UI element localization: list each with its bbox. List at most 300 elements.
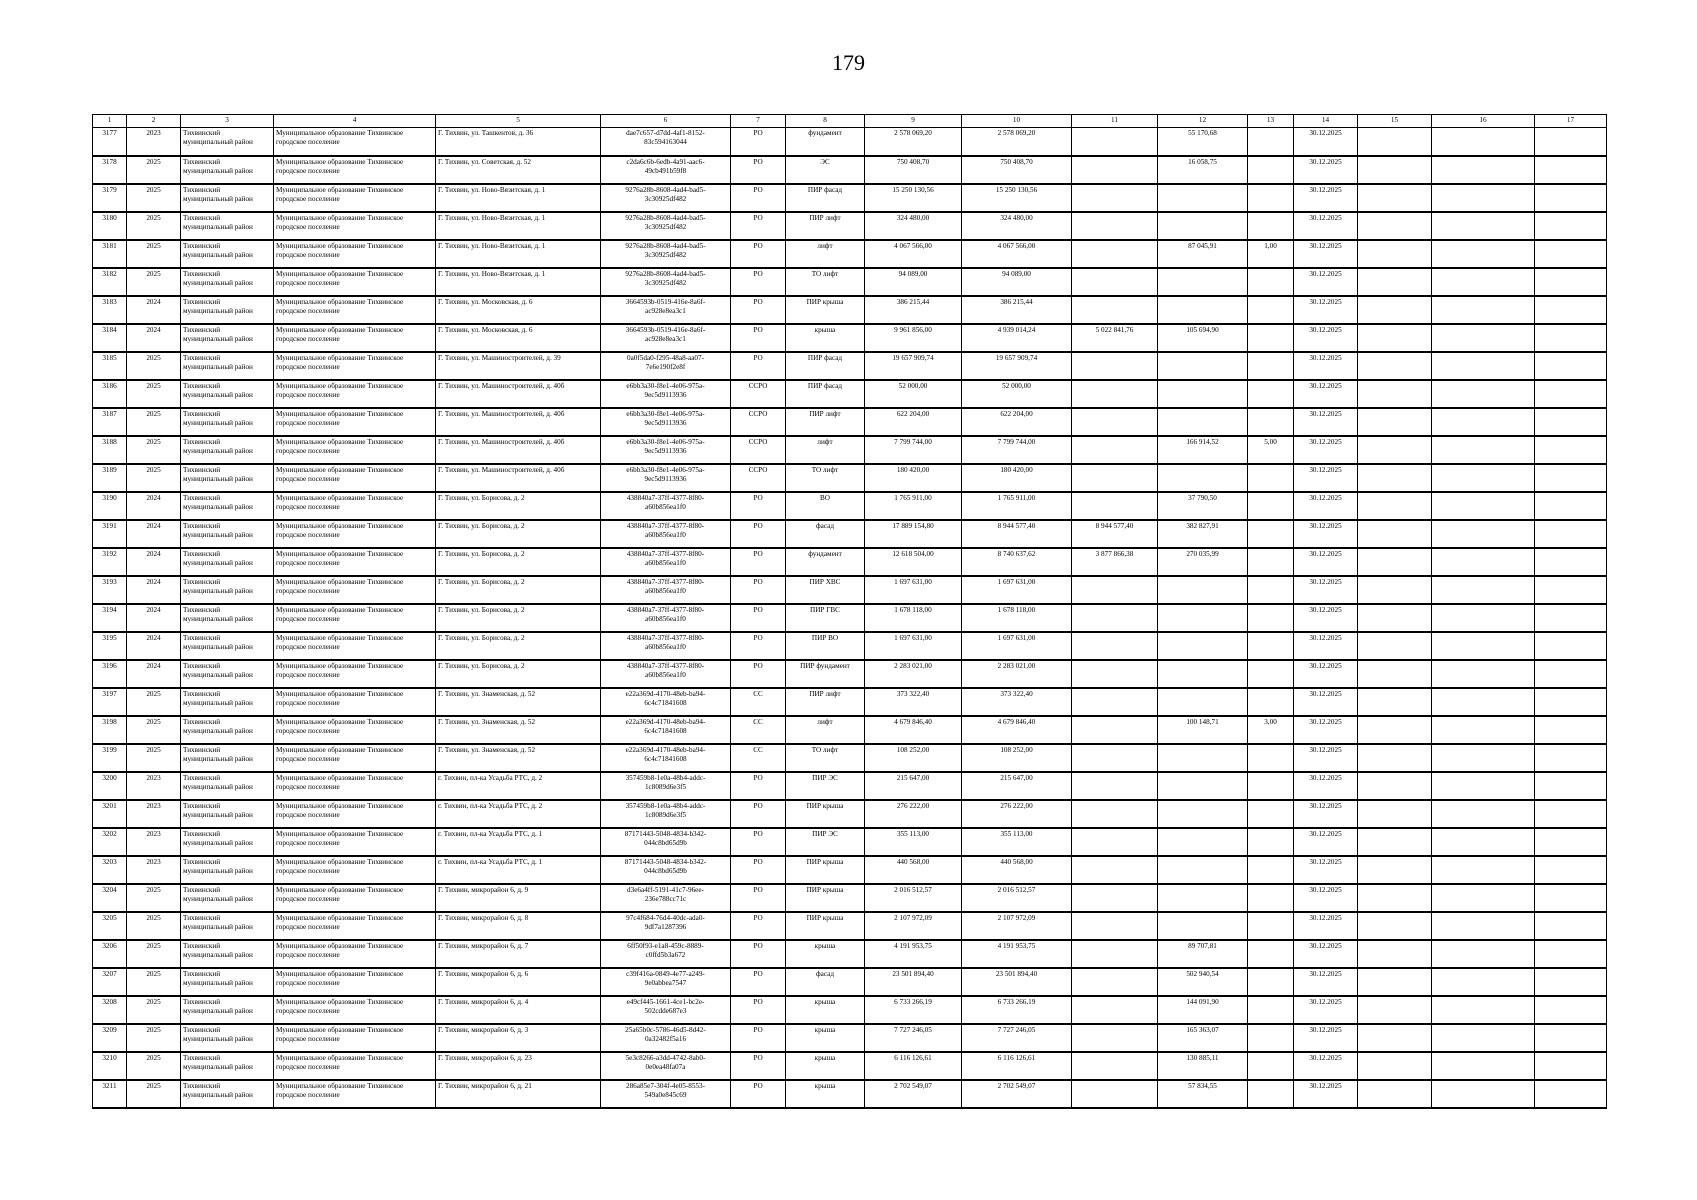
cost-col12-cell — [1158, 604, 1248, 632]
house-id-cell: c39f416a-0849-4e77-a249- 9e0abbea7547 — [601, 968, 731, 996]
row-number-cell: 3197 — [93, 688, 127, 716]
work-type-cell: ПИР ВО — [786, 632, 865, 660]
column-number-row — [93, 115, 1607, 128]
table-row — [93, 688, 1607, 716]
empty-col16-cell — [1432, 408, 1535, 436]
municipality-cell: Муниципальное образование Тихвинское городское поселение — [274, 1080, 436, 1108]
cost-col11-cell — [1072, 604, 1158, 632]
empty-col17-cell — [1535, 772, 1607, 800]
year-cell: 2025 — [127, 940, 181, 968]
empty-col17-cell — [1535, 520, 1607, 548]
house-id-cell: e22a369d-4170-48eb-ba94- 6c4c71841608 — [601, 744, 731, 772]
count-col13-cell — [1248, 184, 1294, 212]
deadline-cell: 30.12.2025 — [1294, 800, 1358, 828]
cost-col10-cell: 6 116 126,61 — [962, 1052, 1072, 1080]
count-col13-cell — [1248, 968, 1294, 996]
empty-col15-cell — [1358, 856, 1432, 884]
count-col13-cell — [1248, 1052, 1294, 1080]
total-cost-cell: 2 283 021,00 — [865, 660, 962, 688]
municipality-cell: Муниципальное образование Тихвинское городское поселение — [274, 240, 436, 268]
row-number-cell: 3196 — [93, 660, 127, 688]
municipality-cell: Муниципальное образование Тихвинское городское поселение — [274, 464, 436, 492]
address-cell: Г. Тихвин, микрорайон 6, д. 21 — [436, 1080, 601, 1108]
empty-col17-cell — [1535, 856, 1607, 884]
cost-col12-cell — [1158, 772, 1248, 800]
row-number-cell: 3208 — [93, 996, 127, 1024]
cost-col10-cell: 2 578 069,20 — [962, 128, 1072, 156]
cost-col10-cell: 355 113,00 — [962, 828, 1072, 856]
total-cost-cell: 215 647,00 — [865, 772, 962, 800]
municipality-cell: Муниципальное образование Тихвинское городское поселение — [274, 1052, 436, 1080]
cost-col12-cell — [1158, 296, 1248, 324]
empty-col17-cell — [1535, 296, 1607, 324]
row-number-cell: 3192 — [93, 548, 127, 576]
empty-col15-cell — [1358, 240, 1432, 268]
year-cell: 2025 — [127, 352, 181, 380]
district-cell: Тихвинский муниципальный район — [181, 296, 274, 324]
count-col13-cell — [1248, 492, 1294, 520]
row-number-cell: 3190 — [93, 492, 127, 520]
work-type-cell: ПИР фасад — [786, 380, 865, 408]
cost-col11-cell — [1072, 828, 1158, 856]
table-row — [93, 884, 1607, 912]
house-id-cell: 438840a7-37ff-4377-8f80- a60b856ea1f0 — [601, 548, 731, 576]
row-number-cell: 3178 — [93, 156, 127, 184]
district-cell: Тихвинский муниципальный район — [181, 1080, 274, 1108]
work-type-cell: крыша — [786, 1080, 865, 1108]
count-col13-cell — [1248, 156, 1294, 184]
row-number-cell: 3206 — [93, 940, 127, 968]
type-cell: РО — [731, 660, 786, 688]
work-type-cell: ПИР фасад — [786, 352, 865, 380]
deadline-cell: 30.12.2025 — [1294, 184, 1358, 212]
cost-col10-cell: 180 420,00 — [962, 464, 1072, 492]
cost-col10-cell: 4 679 846,40 — [962, 716, 1072, 744]
type-cell: РО — [731, 1052, 786, 1080]
empty-col15-cell — [1358, 632, 1432, 660]
cost-col12-cell: 382 827,91 — [1158, 520, 1248, 548]
type-cell: РО — [731, 296, 786, 324]
empty-col15-cell — [1358, 884, 1432, 912]
cost-col11-cell — [1072, 968, 1158, 996]
work-type-cell: ПИР ХВС — [786, 576, 865, 604]
total-cost-cell: 6 116 126,61 — [865, 1052, 962, 1080]
empty-col17-cell — [1535, 352, 1607, 380]
count-col13-cell — [1248, 128, 1294, 156]
total-cost-cell: 7 727 246,05 — [865, 1024, 962, 1052]
district-cell: Тихвинский муниципальный район — [181, 128, 274, 156]
municipality-cell: Муниципальное образование Тихвинское городское поселение — [274, 632, 436, 660]
count-col13-cell — [1248, 856, 1294, 884]
deadline-cell: 30.12.2025 — [1294, 632, 1358, 660]
cost-col11-cell — [1072, 772, 1158, 800]
municipality-cell: Муниципальное образование Тихвинское городское поселение — [274, 268, 436, 296]
cost-col10-cell: 276 222,00 — [962, 800, 1072, 828]
type-cell: РО — [731, 604, 786, 632]
deadline-cell: 30.12.2025 — [1294, 156, 1358, 184]
cost-col12-cell — [1158, 744, 1248, 772]
empty-col16-cell — [1432, 576, 1535, 604]
row-number-cell: 3185 — [93, 352, 127, 380]
cost-col12-cell — [1158, 408, 1248, 436]
deadline-cell: 30.12.2025 — [1294, 996, 1358, 1024]
address-cell: Г. Тихвин, микрорайон 6, д. 7 — [436, 940, 601, 968]
cost-col12-cell: 55 170,68 — [1158, 128, 1248, 156]
table-row — [93, 576, 1607, 604]
work-type-cell: крыша — [786, 324, 865, 352]
cost-col11-cell: 8 944 577,40 — [1072, 520, 1158, 548]
address-cell: Г. Тихвин, микрорайон 6, д. 3 — [436, 1024, 601, 1052]
year-cell: 2023 — [127, 856, 181, 884]
cost-col11-cell — [1072, 1024, 1158, 1052]
cost-col10-cell: 1 678 118,00 — [962, 604, 1072, 632]
cost-col11-cell — [1072, 156, 1158, 184]
type-cell: РО — [731, 912, 786, 940]
empty-col16-cell — [1432, 744, 1535, 772]
count-col13-cell: 1,00 — [1248, 240, 1294, 268]
total-cost-cell: 4 679 846,40 — [865, 716, 962, 744]
type-cell: ССРО — [731, 436, 786, 464]
type-cell: РО — [731, 324, 786, 352]
cost-col11-cell — [1072, 744, 1158, 772]
type-cell: РО — [731, 576, 786, 604]
count-col13-cell — [1248, 828, 1294, 856]
work-type-cell: ПИР крыша — [786, 856, 865, 884]
address-cell: Г. Тихвин, ул. Машиностроителей, д. 40б — [436, 380, 601, 408]
work-type-cell: лифт — [786, 240, 865, 268]
type-cell: РО — [731, 212, 786, 240]
row-number-cell: 3179 — [93, 184, 127, 212]
row-number-cell: 3201 — [93, 800, 127, 828]
empty-col15-cell — [1358, 492, 1432, 520]
deadline-cell: 30.12.2025 — [1294, 940, 1358, 968]
address-cell: Г. Тихвин, ул. Борисова, д. 2 — [436, 492, 601, 520]
municipality-cell: Муниципальное образование Тихвинское городское поселение — [274, 772, 436, 800]
year-cell: 2024 — [127, 632, 181, 660]
empty-col15-cell — [1358, 772, 1432, 800]
count-col13-cell — [1248, 772, 1294, 800]
work-type-cell: ТО лифт — [786, 464, 865, 492]
empty-col16-cell — [1432, 716, 1535, 744]
house-id-cell: 9276a28b-8608-4ad4-bad5- 3c30925df482 — [601, 240, 731, 268]
house-id-cell: d3e6a4ff-5191-41c7-96ee- 236e788cc71c — [601, 884, 731, 912]
cost-col12-cell: 166 914,52 — [1158, 436, 1248, 464]
cost-col11-cell — [1072, 884, 1158, 912]
address-cell: Г. Тихвин, ул. Ташкентов, д. 36 — [436, 128, 601, 156]
work-type-cell: ПИР крыша — [786, 884, 865, 912]
cost-col12-cell: 105 694,90 — [1158, 324, 1248, 352]
deadline-cell: 30.12.2025 — [1294, 296, 1358, 324]
house-id-cell: 97c4f684-76d4-40dc-ada0- 9df7a1287396 — [601, 912, 731, 940]
deadline-cell: 30.12.2025 — [1294, 492, 1358, 520]
empty-col17-cell — [1535, 828, 1607, 856]
address-cell: Г. Тихвин, ул. Ново-Вязитская, д. 1 — [436, 268, 601, 296]
year-cell: 2024 — [127, 660, 181, 688]
count-col13-cell — [1248, 604, 1294, 632]
table-row — [93, 940, 1607, 968]
cost-col12-cell — [1158, 576, 1248, 604]
column-number-3: 3 — [181, 115, 274, 128]
table-row — [93, 744, 1607, 772]
house-id-cell: 357459b8-1e0a-48b4-addc- 1c8089d6e3f5 — [601, 800, 731, 828]
column-number-17: 17 — [1535, 115, 1607, 128]
year-cell: 2024 — [127, 520, 181, 548]
total-cost-cell: 7 799 744,00 — [865, 436, 962, 464]
work-type-cell: ПИР ЭС — [786, 772, 865, 800]
total-cost-cell: 9 961 856,00 — [865, 324, 962, 352]
type-cell: РО — [731, 1080, 786, 1108]
empty-col17-cell — [1535, 408, 1607, 436]
cost-col10-cell: 2 107 972,09 — [962, 912, 1072, 940]
cost-col11-cell — [1072, 576, 1158, 604]
work-type-cell: фундамент — [786, 128, 865, 156]
count-col13-cell — [1248, 408, 1294, 436]
year-cell: 2025 — [127, 1052, 181, 1080]
address-cell: Г. Тихвин, ул. Ново-Вязитская, д. 1 — [436, 240, 601, 268]
empty-col15-cell — [1358, 604, 1432, 632]
municipality-cell: Муниципальное образование Тихвинское городское поселение — [274, 856, 436, 884]
deadline-cell: 30.12.2025 — [1294, 1080, 1358, 1108]
work-type-cell: фундамент — [786, 548, 865, 576]
type-cell: ССРО — [731, 464, 786, 492]
total-cost-cell: 2 107 972,09 — [865, 912, 962, 940]
type-cell: СС — [731, 688, 786, 716]
row-number-cell: 3205 — [93, 912, 127, 940]
empty-col16-cell — [1432, 1052, 1535, 1080]
municipality-cell: Муниципальное образование Тихвинское городское поселение — [274, 716, 436, 744]
empty-col16-cell — [1432, 156, 1535, 184]
work-type-cell: ЭС — [786, 156, 865, 184]
work-type-cell: ВО — [786, 492, 865, 520]
year-cell: 2025 — [127, 912, 181, 940]
total-cost-cell: 1 697 631,00 — [865, 576, 962, 604]
total-cost-cell: 2 016 512,57 — [865, 884, 962, 912]
address-cell: Г. Тихвин, ул. Машиностроителей, д. 40б — [436, 436, 601, 464]
address-cell: Г. Тихвин, микрорайон 6, д. 8 — [436, 912, 601, 940]
empty-col17-cell — [1535, 996, 1607, 1024]
municipality-cell: Муниципальное образование Тихвинское городское поселение — [274, 828, 436, 856]
cost-col10-cell: 373 322,40 — [962, 688, 1072, 716]
empty-col17-cell — [1535, 716, 1607, 744]
empty-col16-cell — [1432, 660, 1535, 688]
empty-col15-cell — [1358, 352, 1432, 380]
work-type-cell: крыша — [786, 1052, 865, 1080]
row-number-cell: 3194 — [93, 604, 127, 632]
address-cell: Г. Тихвин, ул. Борисова, д. 2 — [436, 632, 601, 660]
cost-col10-cell: 8 740 637,62 — [962, 548, 1072, 576]
total-cost-cell: 355 113,00 — [865, 828, 962, 856]
house-id-cell: e6bb3a30-f8e1-4e06-975a- 9ec5d9113936 — [601, 436, 731, 464]
municipality-cell: Муниципальное образование Тихвинское городское поселение — [274, 800, 436, 828]
deadline-cell: 30.12.2025 — [1294, 520, 1358, 548]
cost-col10-cell: 15 250 130,56 — [962, 184, 1072, 212]
cost-col10-cell: 108 252,00 — [962, 744, 1072, 772]
row-number-cell: 3188 — [93, 436, 127, 464]
empty-col16-cell — [1432, 912, 1535, 940]
year-cell: 2025 — [127, 744, 181, 772]
cost-col10-cell: 1 765 911,00 — [962, 492, 1072, 520]
column-number-8: 8 — [786, 115, 865, 128]
total-cost-cell: 386 215,44 — [865, 296, 962, 324]
cost-col10-cell: 7 727 246,05 — [962, 1024, 1072, 1052]
table-row — [93, 772, 1607, 800]
empty-col17-cell — [1535, 800, 1607, 828]
year-cell: 2025 — [127, 436, 181, 464]
house-id-cell: e49cf445-1661-4ce1-bc2e- 502cdde687e3 — [601, 996, 731, 1024]
house-id-cell: 25a65b0c-5786-46d5-8d42- 0a32482f5a16 — [601, 1024, 731, 1052]
year-cell: 2024 — [127, 492, 181, 520]
cost-col12-cell — [1158, 800, 1248, 828]
municipality-cell: Муниципальное образование Тихвинское городское поселение — [274, 436, 436, 464]
empty-col16-cell — [1432, 352, 1535, 380]
house-id-cell: e22a369d-4170-48eb-ba94- 6c4c71841608 — [601, 688, 731, 716]
cost-col12-cell — [1158, 212, 1248, 240]
empty-col17-cell — [1535, 1080, 1607, 1108]
house-id-cell: 438840a7-37ff-4377-8f80- a60b856ea1f0 — [601, 492, 731, 520]
cost-col11-cell — [1072, 464, 1158, 492]
address-cell: Г. Тихвин, ул. Знаменская, д. 52 — [436, 688, 601, 716]
year-cell: 2024 — [127, 576, 181, 604]
cost-col10-cell: 622 204,00 — [962, 408, 1072, 436]
type-cell: РО — [731, 1024, 786, 1052]
house-id-cell: 9276a28b-8608-4ad4-bad5- 3c30925df482 — [601, 184, 731, 212]
cost-col11-cell — [1072, 716, 1158, 744]
cost-col11-cell — [1072, 800, 1158, 828]
district-cell: Тихвинский муниципальный район — [181, 520, 274, 548]
total-cost-cell: 2 702 549,07 — [865, 1080, 962, 1108]
work-type-cell: ТО лифт — [786, 744, 865, 772]
year-cell: 2024 — [127, 548, 181, 576]
total-cost-cell: 440 568,00 — [865, 856, 962, 884]
column-number-11: 11 — [1072, 115, 1158, 128]
cost-col12-cell: 144 091,90 — [1158, 996, 1248, 1024]
work-type-cell: ПИР крыша — [786, 800, 865, 828]
address-cell: Г. Тихвин, ул. Знаменская, д. 52 — [436, 716, 601, 744]
cost-col12-cell: 130 885,11 — [1158, 1052, 1248, 1080]
empty-col15-cell — [1358, 660, 1432, 688]
cost-col11-cell: 3 877 866,38 — [1072, 548, 1158, 576]
cost-col11-cell — [1072, 632, 1158, 660]
cost-col12-cell: 37 790,50 — [1158, 492, 1248, 520]
table-row — [93, 716, 1607, 744]
address-cell: Г. Тихвин, микрорайон 6, д. 4 — [436, 996, 601, 1024]
total-cost-cell: 4 067 566,00 — [865, 240, 962, 268]
empty-col17-cell — [1535, 184, 1607, 212]
type-cell: РО — [731, 996, 786, 1024]
cost-col11-cell: 5 022 841,76 — [1072, 324, 1158, 352]
row-number-cell: 3177 — [93, 128, 127, 156]
empty-col17-cell — [1535, 268, 1607, 296]
district-cell: Тихвинский муниципальный район — [181, 660, 274, 688]
type-cell: РО — [731, 632, 786, 660]
district-cell: Тихвинский муниципальный район — [181, 856, 274, 884]
empty-col15-cell — [1358, 1052, 1432, 1080]
count-col13-cell — [1248, 632, 1294, 660]
total-cost-cell: 373 322,40 — [865, 688, 962, 716]
table-row — [93, 632, 1607, 660]
house-id-cell: dae7c657-d7dd-4af1-8152- 83c594163044 — [601, 128, 731, 156]
district-cell: Тихвинский муниципальный район — [181, 716, 274, 744]
deadline-cell: 30.12.2025 — [1294, 912, 1358, 940]
row-number-cell: 3189 — [93, 464, 127, 492]
house-id-cell: 357459b8-1e0a-48b4-addc- 1c8089d6e3f5 — [601, 772, 731, 800]
address-cell: Г. Тихвин, ул. Советская, д. 52 — [436, 156, 601, 184]
house-id-cell: 5e3c8266-a3dd-4742-8ab0- 0e0ea48fa07a — [601, 1052, 731, 1080]
empty-col15-cell — [1358, 296, 1432, 324]
year-cell: 2025 — [127, 884, 181, 912]
deadline-cell: 30.12.2025 — [1294, 772, 1358, 800]
work-type-cell: ПИР лифт — [786, 408, 865, 436]
house-id-cell: e6bb3a30-f8e1-4e06-975a- 9ec5d9113936 — [601, 380, 731, 408]
empty-col16-cell — [1432, 1024, 1535, 1052]
count-col13-cell: 3,00 — [1248, 716, 1294, 744]
year-cell: 2024 — [127, 604, 181, 632]
house-id-cell: e6bb3a30-f8e1-4e06-975a- 9ec5d9113936 — [601, 464, 731, 492]
row-number-cell: 3211 — [93, 1080, 127, 1108]
cost-col11-cell — [1072, 268, 1158, 296]
deadline-cell: 30.12.2025 — [1294, 688, 1358, 716]
empty-col16-cell — [1432, 632, 1535, 660]
empty-col17-cell — [1535, 884, 1607, 912]
district-cell: Тихвинский муниципальный район — [181, 1052, 274, 1080]
cost-col12-cell — [1158, 268, 1248, 296]
empty-col16-cell — [1432, 436, 1535, 464]
cost-col10-cell: 1 697 631,00 — [962, 632, 1072, 660]
total-cost-cell: 276 222,00 — [865, 800, 962, 828]
table-row — [93, 240, 1607, 268]
table-row — [93, 156, 1607, 184]
empty-col17-cell — [1535, 1052, 1607, 1080]
work-type-cell: фасад — [786, 520, 865, 548]
year-cell: 2025 — [127, 464, 181, 492]
year-cell: 2025 — [127, 1080, 181, 1108]
row-number-cell: 3193 — [93, 576, 127, 604]
empty-col15-cell — [1358, 128, 1432, 156]
municipality-cell: Муниципальное образование Тихвинское городское поселение — [274, 884, 436, 912]
row-number-cell: 3210 — [93, 1052, 127, 1080]
work-type-cell: крыша — [786, 996, 865, 1024]
district-cell: Тихвинский муниципальный район — [181, 604, 274, 632]
empty-col15-cell — [1358, 268, 1432, 296]
cost-col11-cell — [1072, 660, 1158, 688]
district-cell: Тихвинский муниципальный район — [181, 380, 274, 408]
type-cell: РО — [731, 520, 786, 548]
row-number-cell: 3200 — [93, 772, 127, 800]
row-number-cell: 3195 — [93, 632, 127, 660]
empty-col16-cell — [1432, 604, 1535, 632]
cost-col11-cell — [1072, 240, 1158, 268]
total-cost-cell: 17 889 154,80 — [865, 520, 962, 548]
empty-col16-cell — [1432, 492, 1535, 520]
cost-col10-cell: 4 939 014,24 — [962, 324, 1072, 352]
work-type-cell: ПИР лифт — [786, 688, 865, 716]
house-id-cell: 6ff50f93-e1a8-459c-8889- c0ffd5b3a672 — [601, 940, 731, 968]
type-cell: РО — [731, 128, 786, 156]
page-number: 179 — [832, 50, 865, 75]
count-col13-cell: 5,00 — [1248, 436, 1294, 464]
address-cell: Г. Тихвин, микрорайон 6, д. 6 — [436, 968, 601, 996]
year-cell: 2025 — [127, 380, 181, 408]
address-cell: Г. Тихвин, ул. Борисова, д. 2 — [436, 520, 601, 548]
deadline-cell: 30.12.2025 — [1294, 240, 1358, 268]
row-number-cell: 3183 — [93, 296, 127, 324]
empty-col15-cell — [1358, 1024, 1432, 1052]
house-id-cell: 87171443-5048-4834-b342- 044c8bd65d9b — [601, 828, 731, 856]
municipality-cell: Муниципальное образование Тихвинское городское поселение — [274, 520, 436, 548]
empty-col16-cell — [1432, 464, 1535, 492]
house-id-cell: 438840a7-37ff-4377-8f80- a60b856ea1f0 — [601, 632, 731, 660]
table-row — [93, 464, 1607, 492]
